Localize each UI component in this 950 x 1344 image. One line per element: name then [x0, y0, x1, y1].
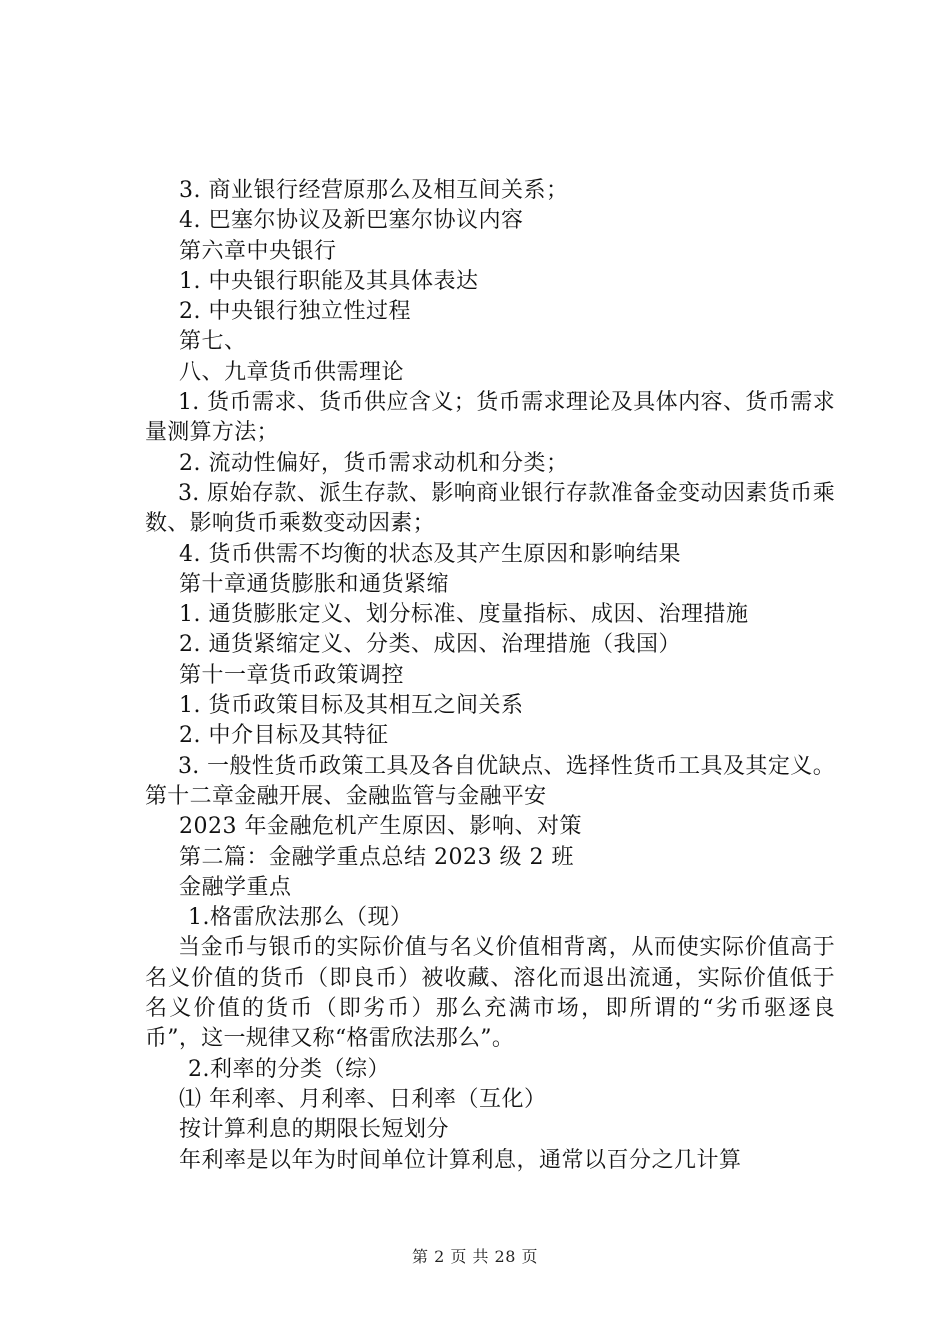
- section-heading: 金融学重点: [179, 874, 292, 900]
- chapter-heading: 八、九章货币供需理论: [179, 359, 405, 385]
- text-paragraph: 3. 一般性货币政策工具及各自优缺点、选择性货币工具及其定义。第十二章金融开展、金融监管与金融平安: [145, 753, 835, 809]
- text-line: 按计算利息的期限长短划分: [179, 1117, 450, 1143]
- text-line: 1. 中央银行职能及其具体表达: [179, 268, 479, 294]
- section-heading: 第二篇：金融学重点总结 2023 级 2 班: [179, 844, 574, 870]
- text-line: 2. 通货紧缩定义、分类、成因、治理措施（我国）: [179, 632, 681, 658]
- text-line: 2. 中介目标及其特征: [179, 723, 389, 749]
- chapter-heading: 第六章中央银行: [179, 238, 337, 264]
- topic-heading: 2.利率的分类（综）: [188, 1056, 390, 1082]
- text-line: 4. 巴塞尔协议及新巴塞尔协议内容: [179, 208, 524, 234]
- text-line: 4. 货币供需不均衡的状态及其产生原因和影响结果: [179, 541, 681, 567]
- text-line: 1. 通货膨胀定义、划分标准、度量指标、成因、治理措施: [179, 602, 749, 628]
- text-line: 3. 商业银行经营原那么及相互间关系；: [179, 178, 569, 203]
- chapter-heading: 第十章通货膨胀和通货紧缩: [179, 571, 450, 597]
- text-paragraph: 1. 货币需求、货币供应含义；货币需求理论及具体内容、货币需求量测算方法；: [145, 390, 835, 446]
- text-paragraph: 当金币与银币的实际价值与名义价值相背离，从而使实际价值高于名义价值的货币（即良币）被收藏、溶化而退出流通，实际价值低于名义价值的货币（即劣币）那么充满市场，即所谓的“劣币驱逐良币”，这一规律又称“格雷欣法那么”。: [145, 935, 835, 1052]
- document-body: [145, 176, 835, 1176]
- text-line: 2023 年金融危机产生原因、影响、对策: [179, 814, 582, 840]
- chapter-heading: 第十一章货币政策调控: [179, 662, 405, 688]
- text-paragraph: 3. 原始存款、派生存款、影响商业银行存款准备金变动因素货币乘数、影响货币乘数变动因素；: [145, 480, 835, 537]
- text-line: 1. 货币政策目标及其相互之间关系: [179, 693, 524, 719]
- text-line: ⑴ 年利率、月利率、日利率（互化）: [179, 1086, 547, 1112]
- page-footer: 第 2 页 共 28 页: [412, 1247, 538, 1266]
- chapter-heading: 第七、: [179, 329, 247, 355]
- topic-heading: 1.格雷欣法那么（现）: [188, 905, 413, 931]
- text-line: 年利率是以年为时间单位计算利息，通常以百分之几计算: [179, 1147, 742, 1173]
- text-line: 2. 中央银行独立性过程: [179, 299, 411, 325]
- text-line: 2. 流动性偏好，货币需求动机和分类；: [179, 450, 569, 476]
